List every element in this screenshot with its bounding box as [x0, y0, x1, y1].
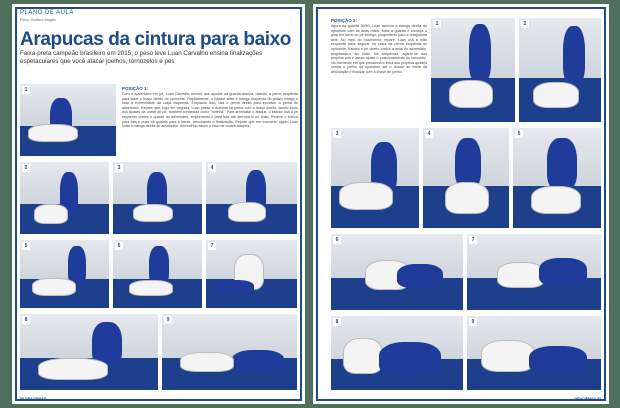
- fighter-blue: [547, 138, 577, 190]
- photo-7: [467, 234, 601, 310]
- fighter-white: [34, 204, 68, 224]
- fighter-white: [339, 182, 393, 210]
- left-page: [12, 4, 305, 404]
- photo-number: 7: [208, 242, 216, 250]
- photo-number: 6: [115, 242, 123, 250]
- fighter-white: [533, 82, 579, 108]
- photo-number: 3: [115, 164, 123, 172]
- photo-number: 5: [515, 130, 523, 138]
- photo-4: [423, 128, 509, 228]
- fighter-blue: [232, 350, 284, 372]
- photo-number: 2: [22, 164, 30, 172]
- photo-number: 6: [333, 236, 341, 244]
- article-title: Arapucas da cintura para baixo: [20, 29, 291, 50]
- page-footer: GRACIEMAG 57: [574, 397, 601, 401]
- photo-number: 5: [22, 242, 30, 250]
- fighter-blue: [563, 26, 585, 84]
- caption-text: Com o adversário em pé, Luan Carvalho recorre aos ajustes da guarda-aranha, usando a perna esquerda para fazer o braço direito do oponente. Rapidamente, o lutador solta a manga esquerda do gola/o mmigo e cata a extremidade da calça esquerda. Enquanto isso, usa a perna direita para envolver a perna do adversário. Repare que, logo em seguida, Luan passa a dominar tal perna com o braço direito, dando início aos ajustes da chave de pé, também conhecida como "botinha". Para arrematar o ataque, o lutador usa o pé esquerdo contra o quadril do adversário, empurrando-o para trás até derrubá-lo no chão. Recline o tronco para trás e puxe os quadris para a frente, arrochando a finalização. Repare que em momento algum Luan solta a manga direita do adversário, diminuindo assim o risco de contra-ataques.: [122, 92, 298, 129]
- section-tag: PLANO DE AULA: [20, 10, 74, 16]
- fighter-blue: [529, 346, 587, 374]
- photo-9: [162, 314, 297, 390]
- photo-number: 2: [521, 20, 529, 28]
- page-footer: 56 GRACIEMAG: [20, 397, 47, 401]
- photo-number: 9: [469, 318, 477, 326]
- fighter-white: [497, 262, 545, 288]
- caption-text: Agora na guarda 50/50, Luan domina a manga direita do oponente com as duas mãos, sobe a guarda e começa a girar em torno do pé inimigo, progredindo para a retaguarda dele. No meio do movimento, repare, Luan usa a mão esquerda para segurar na calça da perna esquerda do oponente. Escora o pé direito contra a axila do adversário, projetando-o ao chão. Na sequência, agarre-se aos próprios pés e assim ajuste o posicionamento do tornozelo. No momento em que pressiona a linha dos próprios quadris contra o joelho do oponente até o dobrar ao limite da articulação e finalizar com a chave de joelho.: [331, 24, 427, 74]
- photo-number: 8: [22, 316, 30, 324]
- fighter-white: [38, 358, 108, 380]
- photo-number: 8: [333, 318, 341, 326]
- photo-credit: Fotos: Gustavo Aragão: [20, 18, 56, 22]
- photo-number: 3: [333, 130, 341, 138]
- photo-7: [206, 240, 297, 308]
- photo-number: 1: [22, 86, 30, 94]
- photo-5: [20, 240, 109, 308]
- photo-number: 7: [469, 236, 477, 244]
- photo-3: [113, 162, 202, 234]
- fighter-blue: [469, 24, 491, 82]
- fighter-white: [228, 202, 266, 222]
- fighter-white: [28, 124, 78, 142]
- fighter-blue: [397, 264, 443, 288]
- photo-6: [331, 234, 463, 310]
- photo-9: [467, 316, 601, 390]
- fighter-blue: [214, 280, 254, 294]
- photo-number: 9: [164, 316, 172, 324]
- fighter-white: [481, 340, 535, 372]
- photo-4: [206, 162, 297, 234]
- fighter-white: [449, 80, 493, 108]
- photo-5: [513, 128, 601, 228]
- photo-8: [20, 314, 158, 390]
- photo-8: [331, 316, 463, 390]
- fighter-white: [445, 182, 489, 214]
- fighter-white: [531, 186, 581, 214]
- photo-2: [519, 18, 601, 122]
- fighter-blue: [455, 138, 481, 188]
- photo-number: 4: [208, 164, 216, 172]
- photo-1: [20, 84, 116, 156]
- right-page: [313, 4, 609, 404]
- caption-heading: POSIÇÃO 2:: [331, 18, 358, 23]
- caption-heading: POSIÇÃO 1:: [122, 86, 149, 91]
- article-deck: Faixa-preta campeão brasileiro em 2015, o peso leve Luan Carvalho ensina finalizações espetaculares que você atacar joelhos, tornozelos e pés: [20, 50, 263, 65]
- photo-2: [20, 162, 109, 234]
- fighter-blue: [539, 258, 587, 286]
- photo-3: [331, 128, 419, 228]
- photo-number: 4: [425, 130, 433, 138]
- fighter-white: [180, 352, 234, 372]
- photo-1: [431, 18, 515, 122]
- fighter-blue: [379, 342, 441, 376]
- photo-6: [113, 240, 202, 308]
- fighter-white: [343, 338, 383, 374]
- fighter-white: [32, 278, 76, 296]
- fighter-white: [133, 204, 173, 222]
- photo-number: 1: [433, 20, 441, 28]
- fighter-white: [129, 280, 173, 296]
